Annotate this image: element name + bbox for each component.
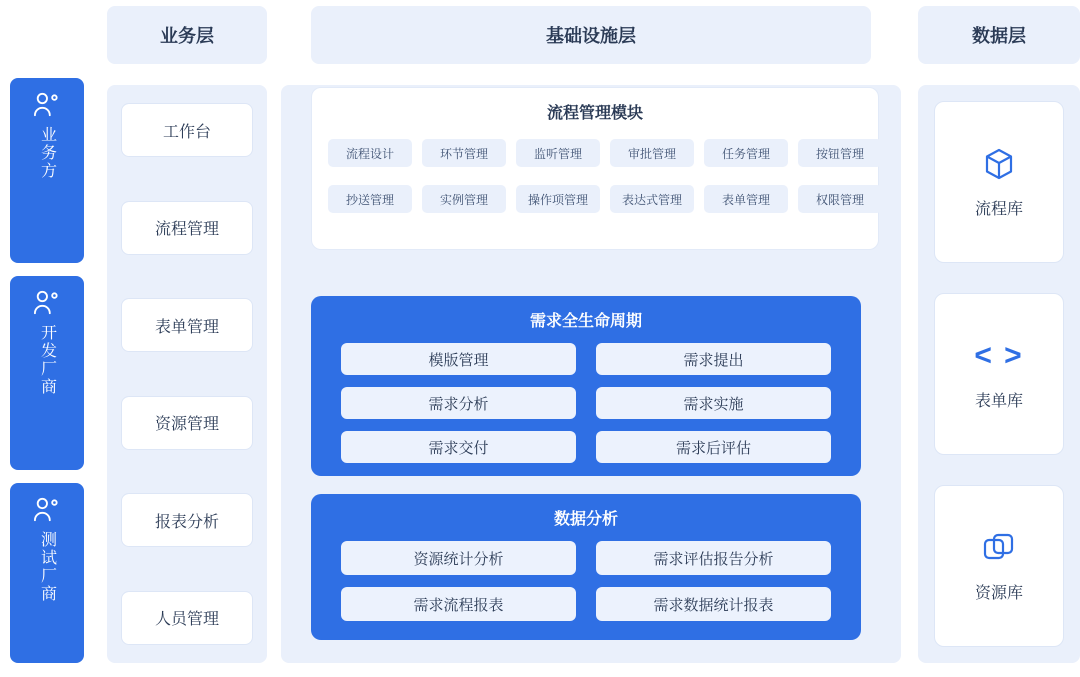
flow-management-module	[311, 87, 879, 250]
chip-node-management[interactable]: 环节管理	[422, 139, 506, 167]
role-card-test-vendor[interactable]	[10, 483, 84, 663]
chip-permission-management[interactable]: 权限管理	[798, 185, 882, 213]
user-icon	[32, 290, 62, 316]
lifecycle-item-requirement-delivery[interactable]: 需求交付	[341, 431, 576, 463]
data-layer-column	[918, 85, 1080, 663]
data-card-label: 表单库	[974, 392, 1023, 410]
flow-module-title: 流程管理模块	[546, 105, 643, 122]
lifecycle-panel-grid	[341, 343, 831, 463]
analysis-item-resource-statistics[interactable]: 资源统计分析	[341, 541, 576, 575]
chip-task-management[interactable]: 任务管理	[704, 139, 788, 167]
business-item-form-management[interactable]: 表单管理	[121, 298, 253, 352]
copy-icon	[981, 530, 1017, 566]
role-label: 业务方	[38, 126, 56, 180]
chip-cc-management[interactable]: 抄送管理	[328, 185, 412, 213]
business-item-personnel-management[interactable]: 人员管理	[121, 591, 253, 645]
business-item-resource-management[interactable]: 资源管理	[121, 396, 253, 450]
business-item-report-analysis[interactable]: 报表分析	[121, 493, 253, 547]
user-icon	[32, 92, 62, 118]
role-label: 测试厂商	[38, 531, 56, 604]
chip-form-management[interactable]: 表单管理	[704, 185, 788, 213]
roles-column	[10, 78, 84, 663]
requirement-lifecycle-panel	[311, 296, 861, 476]
data-card-label: 资源库	[974, 584, 1023, 602]
data-card-form-library[interactable]	[934, 293, 1064, 455]
analysis-item-process-report[interactable]: 需求流程报表	[341, 587, 576, 621]
analysis-item-evaluation-report[interactable]: 需求评估报告分析	[596, 541, 831, 575]
role-label: 开发厂商	[38, 323, 56, 396]
data-analysis-panel	[311, 494, 861, 640]
data-card-resource-library[interactable]	[934, 485, 1064, 647]
lifecycle-item-template-management[interactable]: 模版管理	[341, 343, 576, 375]
header-business-layer: 业务层	[107, 6, 267, 64]
chip-expression-management[interactable]: 表达式管理	[610, 185, 694, 213]
chip-approval-management[interactable]: 审批管理	[610, 139, 694, 167]
chip-process-design[interactable]: 流程设计	[328, 139, 412, 167]
lifecycle-item-requirement-analysis[interactable]: 需求分析	[341, 387, 576, 419]
lifecycle-panel-title: 需求全生命周期	[529, 313, 642, 330]
code-icon: < >	[974, 338, 1024, 372]
role-card-dev-vendor[interactable]	[10, 276, 84, 471]
chip-listener-management[interactable]: 监听管理	[516, 139, 600, 167]
analysis-item-data-statistics-report[interactable]: 需求数据统计报表	[596, 587, 831, 621]
header-infrastructure-layer: 基础设施层	[311, 6, 871, 64]
chip-button-management[interactable]: 按钮管理	[798, 139, 882, 167]
business-item-process-management[interactable]: 流程管理	[121, 201, 253, 255]
user-icon	[32, 497, 62, 523]
lifecycle-item-requirement-implementation[interactable]: 需求实施	[596, 387, 831, 419]
data-card-label: 流程库	[974, 200, 1023, 218]
chip-operation-item-management[interactable]: 操作项管理	[516, 185, 600, 213]
cube-icon	[981, 146, 1017, 182]
data-card-process-library[interactable]	[934, 101, 1064, 263]
flow-module-chip-grid	[328, 139, 862, 213]
analysis-panel-title: 数据分析	[553, 511, 618, 528]
role-card-business-side[interactable]	[10, 78, 84, 263]
business-item-workbench[interactable]: 工作台	[121, 103, 253, 157]
lifecycle-item-post-evaluation[interactable]: 需求后评估	[596, 431, 831, 463]
lifecycle-item-requirement-proposal[interactable]: 需求提出	[596, 343, 831, 375]
chip-instance-management[interactable]: 实例管理	[422, 185, 506, 213]
analysis-panel-grid	[341, 541, 831, 621]
business-layer-column	[107, 85, 267, 663]
header-data-layer: 数据层	[918, 6, 1080, 64]
